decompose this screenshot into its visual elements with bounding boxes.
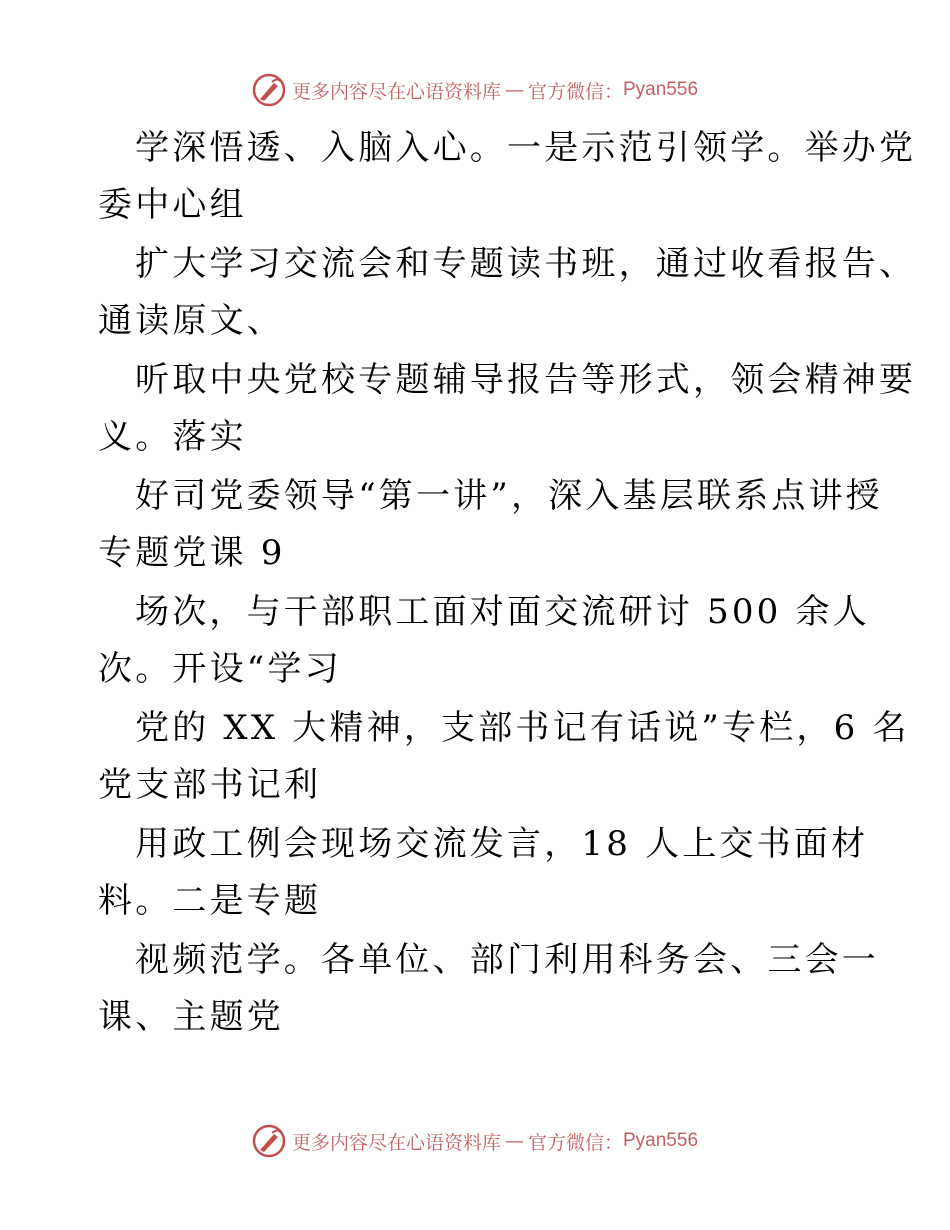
watermark-text: 更多内容尽在心语资料库 bbox=[291, 80, 501, 103]
body-line: 场次，与干部职工面对面交流研讨 500 余人 bbox=[135, 592, 870, 632]
body-line: 学深悟透、入脑入心。一是示范引领学。举办党 bbox=[135, 128, 917, 168]
watermark-wechat-label: 官方微信： bbox=[527, 80, 623, 103]
watermark-text: 更多内容尽在心语资料库 bbox=[291, 1131, 501, 1154]
body-line: 义。落实 bbox=[98, 417, 247, 457]
watermark-separator: — bbox=[504, 1130, 524, 1152]
body-line: 党的 XX 大精神，支部书记有话说”专栏，6 名 bbox=[135, 708, 910, 748]
body-line: 听取中央党校专题辅导报告等形式，领会精神要 bbox=[135, 360, 917, 400]
body-line: 次。开设“学习 bbox=[98, 649, 342, 689]
header-watermark bbox=[0, 70, 950, 110]
body-line: 好司党委领导“第一讲”，深入基层联系点讲授 bbox=[135, 476, 883, 516]
body-line: 课、主题党 bbox=[98, 997, 284, 1037]
pen-logo-icon bbox=[252, 1124, 286, 1158]
watermark-wechat-id: Pyan556 bbox=[623, 79, 699, 100]
watermark-wechat-id: Pyan556 bbox=[623, 1130, 699, 1151]
body-line: 党支部书记利 bbox=[98, 765, 322, 805]
body-line: 视频范学。各单位、部门利用科务会、三会一 bbox=[135, 940, 879, 980]
pen-logo-icon bbox=[252, 73, 286, 107]
body-line: 专题党课 9 bbox=[98, 533, 286, 573]
body-line: 通读原文、 bbox=[98, 301, 284, 341]
body-line: 扩大学习交流会和专题读书班，通过收看报告、 bbox=[135, 244, 917, 284]
watermark-separator: — bbox=[504, 79, 524, 101]
body-line: 委中心组 bbox=[98, 185, 247, 225]
body-line: 料。二是专题 bbox=[98, 881, 322, 921]
watermark-wechat-label: 官方微信： bbox=[527, 1131, 623, 1154]
body-line: 用政工例会现场交流发言，18 人上交书面材 bbox=[135, 824, 869, 864]
footer-watermark bbox=[0, 1121, 950, 1161]
